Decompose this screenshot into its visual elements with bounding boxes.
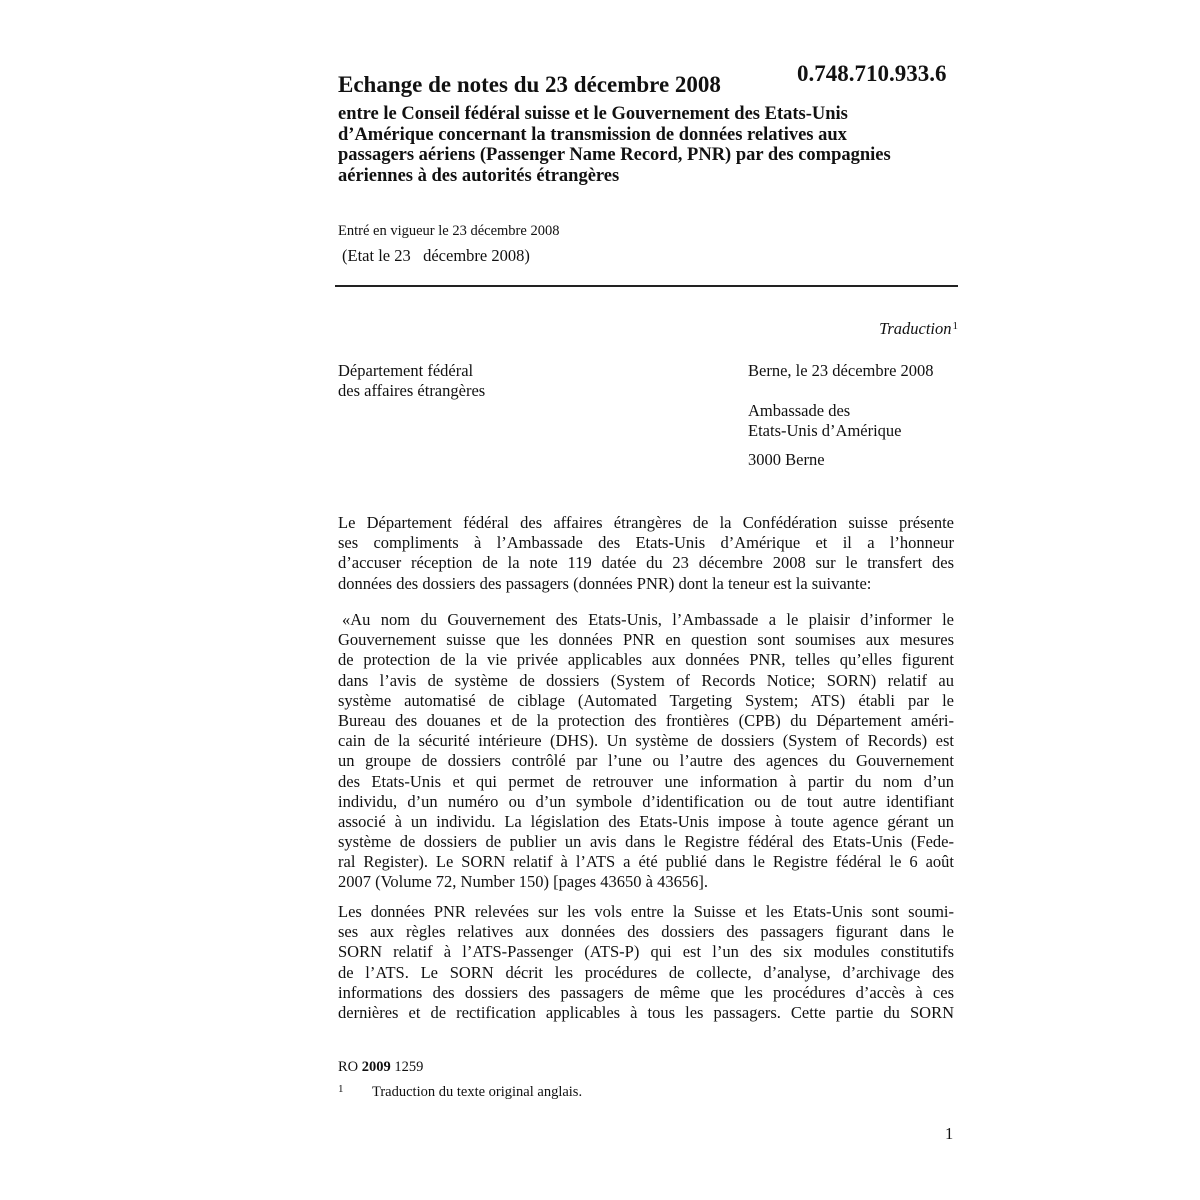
text-line: de protection de la vie privée applicables aux données PNR, telles qu’elles figurent [338, 650, 954, 670]
body-paragraph-2 [338, 610, 954, 893]
text-line: de l’ATS. Le SORN décrit les procédures de collecte, d’analyse, d’archivage des [338, 962, 954, 982]
document-subtitle [338, 104, 968, 186]
text-line: associé à un individu. La législation des Etats-Unis impose à toute agence gérant un [338, 811, 954, 831]
text-line: un groupe de dossiers contrôlé par l’une ou l’autre des agences du Gouvernement [338, 751, 954, 771]
classification-number: 0.748.710.933.6 [797, 61, 947, 86]
recipient-city: 3000 Berne [748, 450, 825, 469]
text-line: Bureau des douanes et de la protection des frontières (CPB) du Département améri- [338, 710, 954, 730]
subtitle-line: passagers aériens (Passenger Name Record, PNR) par des compagnies [338, 145, 891, 165]
text-line: ses compliments à l’Ambassade des Etats-Unis d’Amérique et il a l’honneur [338, 533, 954, 553]
text-line: Gouvernement suisse que les données PNR en question sont soumises aux mesures [338, 630, 954, 650]
document-title: Echange de notes du 23 décembre 2008 [338, 72, 721, 97]
translation-label [879, 316, 958, 339]
ro-page: 1259 [394, 1059, 424, 1075]
text-line: ses aux règles relatives aux données des dossiers des passagers figurant dans le [338, 922, 954, 942]
text-line: données des dossiers des passagers (données PNR) dont la teneur est la suivante: [338, 573, 872, 593]
ro-reference [338, 1058, 423, 1076]
text-line: cain de la sécurité intérieure (DHS). Un système de dossiers (System of Records) est [338, 731, 954, 751]
sender-line: des affaires étrangères [338, 381, 486, 400]
text-line: Les données PNR relevées sur les vols entre la Suisse et les Etats-Unis sont soumi- [338, 902, 954, 921]
text-line: des Etats-Unis et qui permet de retrouver une information à partir du nom d’un [338, 771, 954, 791]
recipient-block [748, 401, 902, 470]
text-line: «Au nom du Gouvernement des Etats-Unis, l’Ambassade a le plaisir d’informer le [342, 610, 954, 629]
footnote-number: 1 [338, 1083, 344, 1095]
subtitle-line: entre le Conseil fédéral suisse et le Gouvernement des Etats-Unis [338, 104, 848, 124]
text-line: ral Register). Le SORN relatif à l’ATS a été publié dans le Registre fédéral le 6 août [338, 852, 954, 872]
text-line: individu, d’un numéro ou d’un symbole d’identification ou de tout autre identifiant [338, 791, 954, 811]
sender-line: Département fédéral [338, 361, 474, 380]
text-line: SORN relatif à l’ATS-Passenger (ATS-P) qui est l’un des six modules constitutifs [338, 942, 954, 962]
ro-prefix: RO [338, 1059, 359, 1075]
subtitle-line: aériennes à des autorités étrangères [338, 165, 620, 186]
text-line: d’accuser réception de la note 119 datée du 23 décembre 2008 sur le transfert des [338, 553, 954, 573]
state-date: (Etat le 23 décembre 2008) [342, 246, 530, 265]
ro-year: 2009 [361, 1059, 391, 1075]
text-line: 2007 (Volume 72, Number 150) [pages 43650 à 43656]. [338, 872, 708, 892]
body-paragraph-3 [338, 902, 954, 1023]
text-line: Le Département fédéral des affaires étrangères de la Confédération suisse présente [338, 513, 954, 532]
sender-block [338, 361, 485, 401]
recipient-line: Ambassade des [748, 401, 851, 420]
footnote-text: Traduction du texte original anglais. [372, 1084, 583, 1100]
text-line: dernières et de rectification applicables à tous les passagers. Cette partie du SORN [338, 1002, 954, 1022]
text-line: dans l’avis de système de dossiers (System of Records Notice; SORN) relatif au [338, 670, 954, 690]
header-divider [335, 285, 958, 287]
text-line: système de dossiers de publier un avis dans le Registre fédéral des Etats-Unis (Fede- [338, 832, 954, 852]
recipient-line: Etats-Unis d’Amérique [748, 421, 902, 440]
body-paragraph-1 [338, 513, 954, 594]
footnote-ref[interactable]: 1 [952, 320, 958, 332]
translation-text: Traduction [879, 319, 952, 338]
footnote [338, 1080, 582, 1101]
page-number: 1 [945, 1124, 954, 1143]
subtitle-line: d’Amérique concernant la transmission de données relatives aux [338, 124, 847, 145]
text-line: système automatisé de ciblage (Automated Targeting System; ATS) établi par le [338, 690, 954, 710]
entry-into-force: Entré en vigueur le 23 décembre 2008 [338, 223, 560, 239]
text-line: informations des dossiers des passagers de même que les procédures d’accès à ces [338, 982, 954, 1002]
place-date: Berne, le 23 décembre 2008 [748, 361, 934, 380]
